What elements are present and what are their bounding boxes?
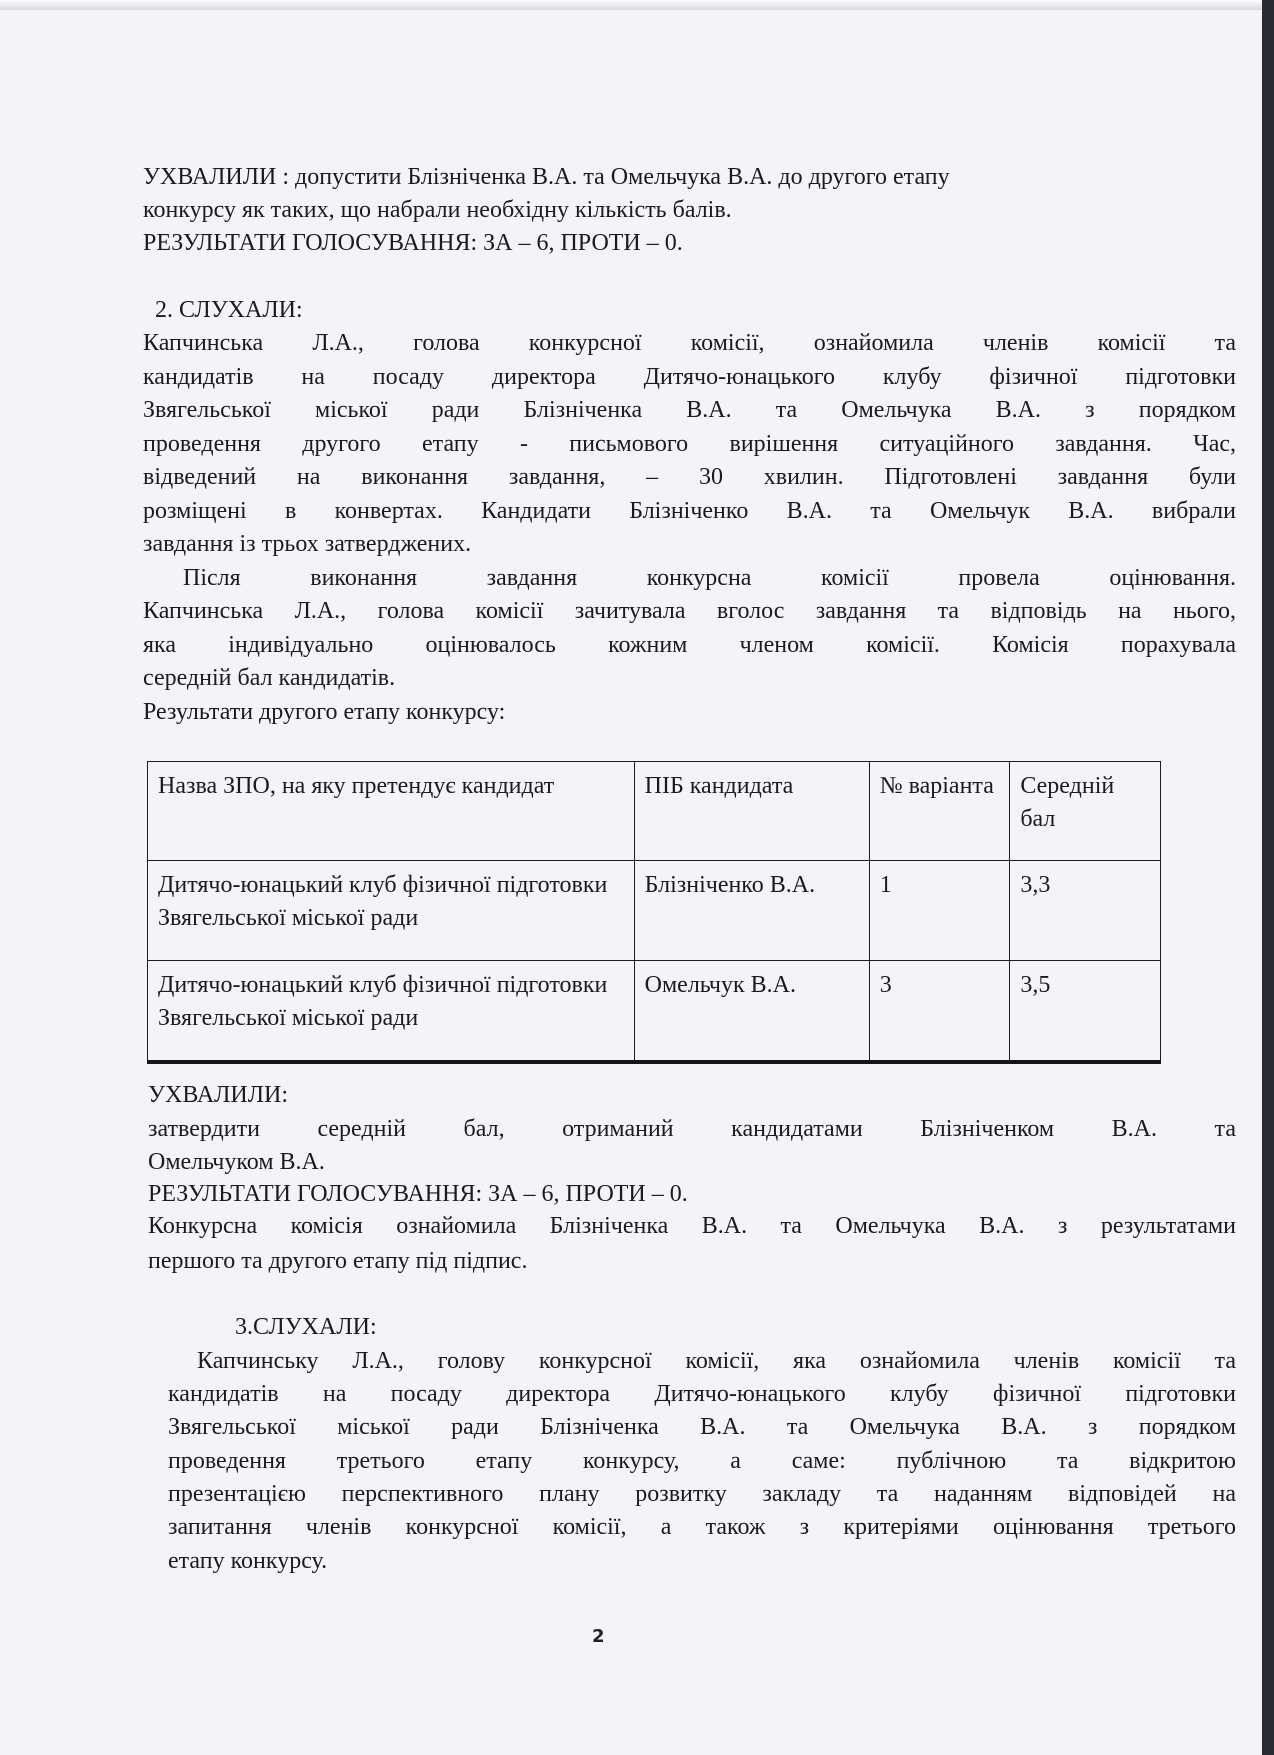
paragraph-line: етапу конкурсу. [168,1548,328,1574]
paragraph-line: кандидатів на посаду директора Дитячо-юнацького клубу фізичної підготовки [143,364,1236,390]
paragraph-line: презентацією перспективного плану розвитку закладу та наданням відповідей на [168,1481,1236,1507]
paragraph-line: розміщені в конвертах. Кандидати Блізніченко В.А. та Омельчук В.А. вибрали [143,498,1236,524]
paragraph-line: яка індивідуально оцінювалось кожним членом комісії. Комісія порахувала [143,632,1236,658]
paragraph-line: Звягельської міської ради Блізніченка В.А. та Омельчука В.А. з порядком [143,397,1236,423]
paragraph-line: Капчинську Л.А., голову конкурсної комісії, яка ознайомила членів комісії та [197,1348,1236,1374]
section-heading: 2. СЛУХАЛИ: [155,297,303,323]
cell-institution: Дитячо-юнацький клуб фізичної підготовки Звягельської міської ради [148,861,635,961]
paragraph-line: затвердити середній бал, отриманий кандидатами Блізніченком В.А. та [148,1116,1236,1142]
header-average-score: Середній бал [1010,762,1161,861]
paragraph-line: Капчинська Л.А., голова конкурсної комісії, ознайомила членів комісії та [143,330,1236,356]
vote-result: РЕЗУЛЬТАТИ ГОЛОСУВАННЯ: ЗА – 6, ПРОТИ – 0. [148,1181,688,1207]
header-institution: Назва ЗПО, на яку претендує кандидат [148,762,635,861]
header-variant: № варіанта [869,762,1010,861]
paragraph-line: середній бал кандидатів. [143,665,396,691]
paragraph-line: першого та другого етапу під підпис. [148,1248,528,1274]
cell-candidate: Блізніченко В.А. [634,861,869,961]
table-caption: Результати другого етапу конкурсу: [143,699,506,725]
paragraph-line: завдання із трьох затверджених. [143,531,472,557]
paragraph-line: Капчинська Л.А., голова комісії зачитувала вголос завдання та відповідь на нього, [143,598,1236,624]
header-candidate: ПІБ кандидата [634,762,869,861]
paragraph-line: проведення другого етапу - письмового вирішення ситуаційного завдання. Час, [143,431,1236,457]
paragraph-line: Після виконання завдання конкурсна комісії провела оцінювання. [183,565,1236,591]
cell-candidate: Омельчук В.А. [634,961,869,1063]
table-row [148,961,1161,1063]
results-table [147,761,1161,1064]
vote-result: РЕЗУЛЬТАТИ ГОЛОСУВАННЯ: ЗА – 6, ПРОТИ – 0. [143,230,683,256]
cell-average-score: 3,5 [1010,961,1161,1063]
paragraph-line: Омельчуком В.А. [148,1149,325,1175]
paragraph-line: Звягельської міської ради Блізніченка В.А. та Омельчука В.А. з порядком [168,1414,1236,1440]
page-number: 2 [592,1626,605,1647]
cell-variant: 3 [869,961,1010,1063]
resolution-line: конкурсу як таких, що набрали необхідну кількість балів. [143,197,732,223]
section-heading: 3.СЛУХАЛИ: [235,1314,377,1340]
table-row [148,861,1161,961]
paragraph-line: запитання членів конкурсної комісії, а також з критеріями оцінювання третього [168,1514,1236,1540]
scan-edge-right [1262,0,1274,1755]
paragraph-line: проведення третього етапу конкурсу, а саме: публічною та відкритою [168,1448,1236,1474]
table-header-row [148,762,1161,861]
cell-institution: Дитячо-юнацький клуб фізичної підготовки Звягельської міської ради [148,961,635,1063]
paragraph-line: кандидатів на посаду директора Дитячо-юнацького клубу фізичної підготовки [168,1381,1236,1407]
paragraph-line: Конкурсна комісія ознайомила Блізніченка В.А. та Омельчука В.А. з результатами [148,1213,1236,1239]
cell-variant: 1 [869,861,1010,961]
section-heading: УХВАЛИЛИ: [148,1082,289,1108]
resolution-line: УХВАЛИЛИ : допустити Блізніченка В.А. та Омельчука В.А. до другого етапу [143,164,950,190]
paragraph-line: відведений на виконання завдання, – 30 хвилин. Підготовлені завдання були [143,464,1236,490]
cell-average-score: 3,3 [1010,861,1161,961]
